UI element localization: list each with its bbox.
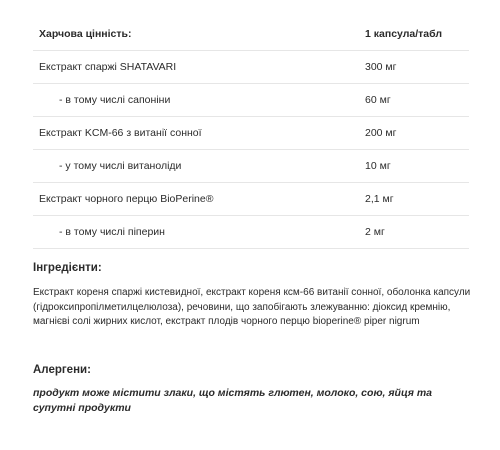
ingredients-text: Екстракт кореня спаржі кистевидної, екстракт кореня ксм-66 витанії сонної, оболонка капсули (гідроксипропілметилцелюлоза), речовини, що запобігають злежуванню: діоксид кремнію, магнієві солі жирних кислот, екстракт плодів чорного перцю bioperine® piper nigrum	[33, 287, 471, 327]
table-row	[33, 51, 469, 84]
nutrient-amount: 200 мг	[365, 117, 469, 150]
nutrient-name: - у тому числі витаноліди	[33, 150, 365, 183]
allergens-text: продукт може містити злаки, що містять глютен, молоко, сою, яйця та супутні продукти	[33, 387, 433, 414]
table-row	[33, 150, 469, 183]
nutrient-amount: 10 мг	[365, 150, 469, 183]
table-row	[33, 216, 469, 249]
nutrition-header-amount: 1 капсула/табл	[365, 18, 469, 51]
nutrient-name: - в тому числі сапоніни	[33, 84, 365, 117]
table-row	[33, 117, 469, 150]
nutrient-name: Екстракт KCM-66 з витанії сонної	[33, 117, 365, 150]
allergens-title: Алергени:	[33, 364, 91, 376]
ingredients-title: Інгредієнти:	[33, 262, 102, 274]
nutrition-header-name: Харчова цінність:	[33, 18, 365, 51]
nutrient-amount: 300 мг	[365, 51, 469, 84]
nutrient-name: Екстракт чорного перцю BioPerine®	[33, 183, 365, 216]
nutrient-name: Екстракт спаржі SHATAVARI	[33, 51, 365, 84]
nutrient-amount: 2,1 мг	[365, 183, 469, 216]
table-row	[33, 84, 469, 117]
table-row	[33, 183, 469, 216]
nutrient-name: - в тому числі піперин	[33, 216, 365, 249]
nutrient-amount: 2 мг	[365, 216, 469, 249]
nutrition-header-row	[33, 18, 469, 51]
nutrient-amount: 60 мг	[365, 84, 469, 117]
nutrition-table	[33, 18, 469, 249]
